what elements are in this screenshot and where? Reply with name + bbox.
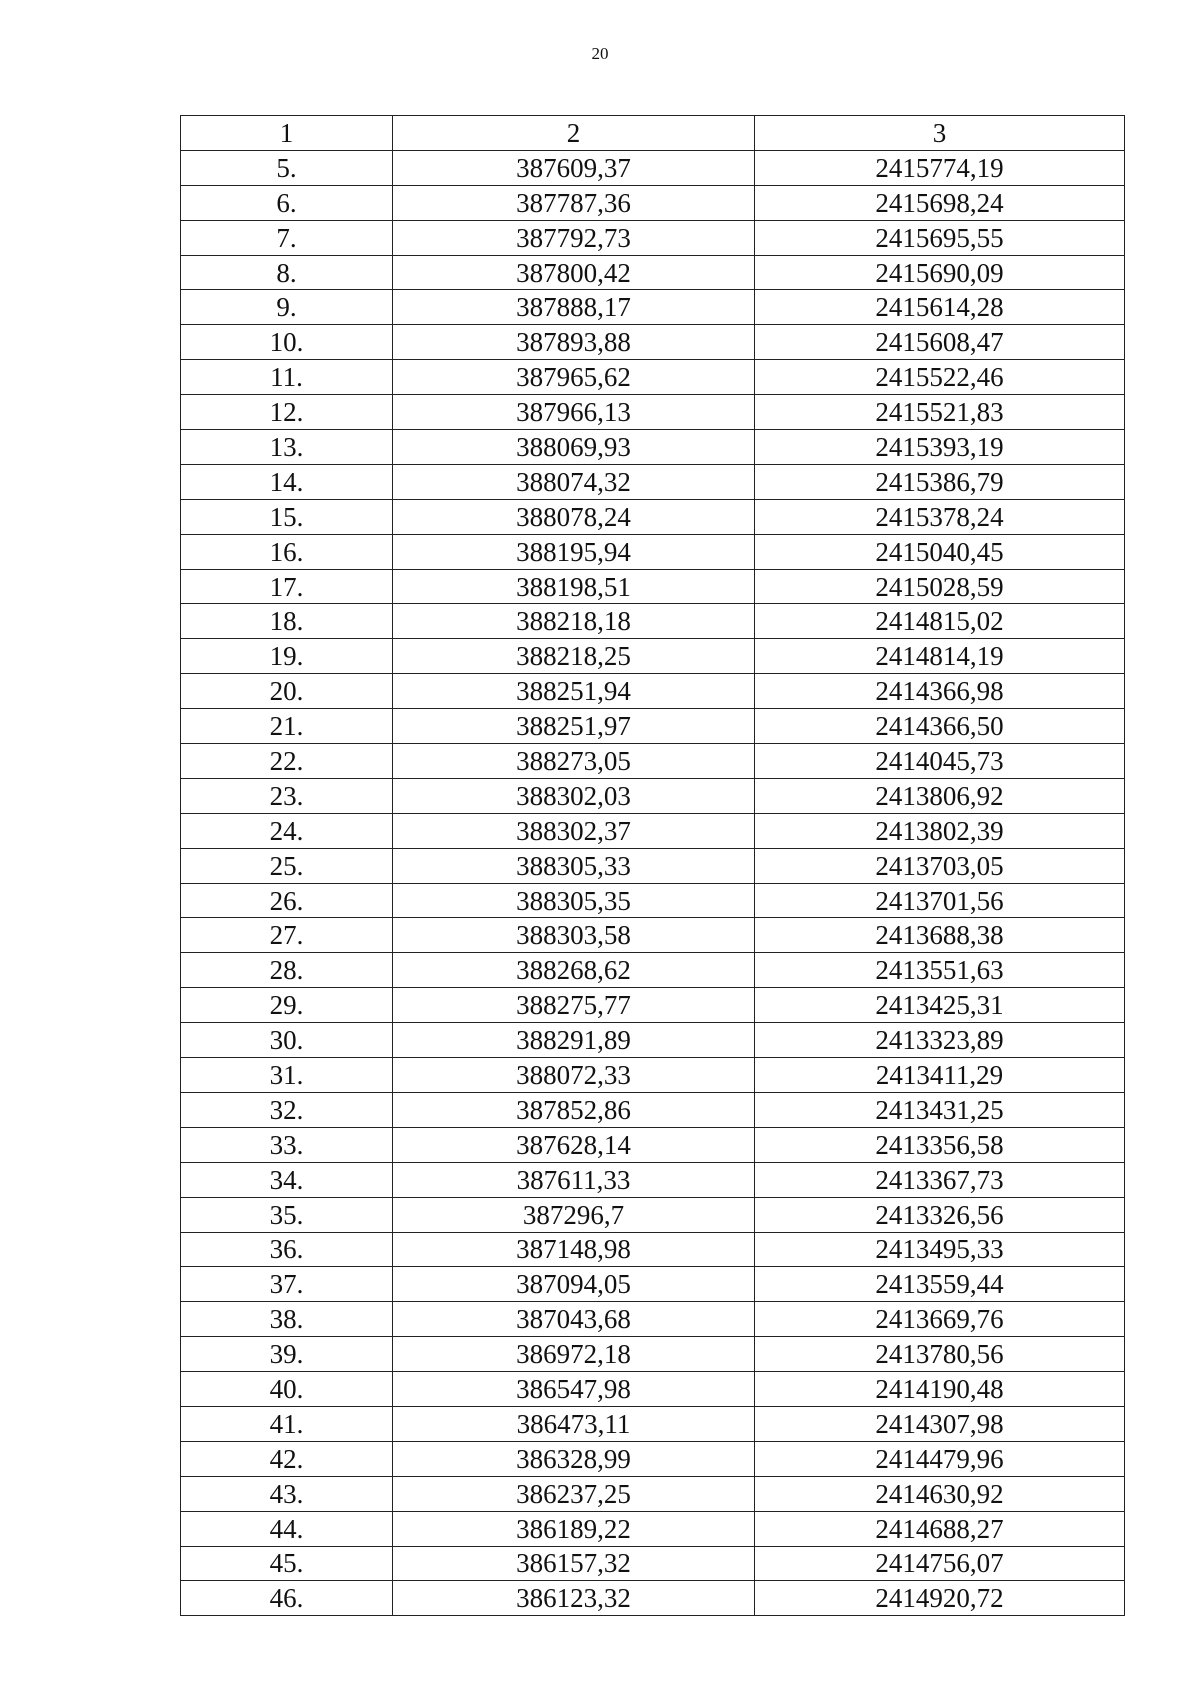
y-coordinate-cell: 2413356,58 — [755, 1127, 1125, 1162]
y-coordinate-cell: 2414307,98 — [755, 1406, 1125, 1441]
y-coordinate-cell: 2413551,63 — [755, 953, 1125, 988]
table-row — [181, 1406, 1125, 1441]
point-number-cell: 23. — [181, 778, 393, 813]
table-row — [181, 744, 1125, 779]
y-coordinate-cell: 2415378,24 — [755, 499, 1125, 534]
x-coordinate-cell: 386972,18 — [393, 1337, 755, 1372]
x-coordinate-cell: 386473,11 — [393, 1406, 755, 1441]
point-number-cell: 6. — [181, 185, 393, 220]
header-cell-col1: 1 — [181, 116, 393, 151]
x-coordinate-cell: 388251,97 — [393, 709, 755, 744]
table-row — [181, 185, 1125, 220]
x-coordinate-cell: 386123,32 — [393, 1581, 755, 1616]
y-coordinate-cell: 2415386,79 — [755, 464, 1125, 499]
x-coordinate-cell: 387787,36 — [393, 185, 755, 220]
point-number-cell: 32. — [181, 1092, 393, 1127]
point-number-cell: 17. — [181, 569, 393, 604]
y-coordinate-cell: 2415614,28 — [755, 290, 1125, 325]
table-row — [181, 1023, 1125, 1058]
y-coordinate-cell: 2413411,29 — [755, 1058, 1125, 1093]
point-number-cell: 44. — [181, 1511, 393, 1546]
point-number-cell: 8. — [181, 255, 393, 290]
y-coordinate-cell: 2413688,38 — [755, 918, 1125, 953]
point-number-cell: 10. — [181, 325, 393, 360]
point-number-cell: 13. — [181, 430, 393, 465]
table-row — [181, 1441, 1125, 1476]
x-coordinate-cell: 388251,94 — [393, 674, 755, 709]
table-row — [181, 778, 1125, 813]
y-coordinate-cell: 2413780,56 — [755, 1337, 1125, 1372]
y-coordinate-cell: 2414688,27 — [755, 1511, 1125, 1546]
point-number-cell: 45. — [181, 1546, 393, 1581]
x-coordinate-cell: 388198,51 — [393, 569, 755, 604]
table-row — [181, 395, 1125, 430]
y-coordinate-cell: 2414814,19 — [755, 639, 1125, 674]
point-number-cell: 19. — [181, 639, 393, 674]
y-coordinate-cell: 2415393,19 — [755, 430, 1125, 465]
y-coordinate-cell: 2415028,59 — [755, 569, 1125, 604]
x-coordinate-cell: 388305,35 — [393, 883, 755, 918]
point-number-cell: 35. — [181, 1197, 393, 1232]
x-coordinate-cell: 388291,89 — [393, 1023, 755, 1058]
x-coordinate-cell: 387611,33 — [393, 1162, 755, 1197]
x-coordinate-cell: 388305,33 — [393, 848, 755, 883]
header-cell-col2: 2 — [393, 116, 755, 151]
page-number: 20 — [591, 44, 609, 63]
x-coordinate-cell: 387609,37 — [393, 150, 755, 185]
y-coordinate-cell: 2414045,73 — [755, 744, 1125, 779]
x-coordinate-cell: 387792,73 — [393, 220, 755, 255]
table-row — [181, 848, 1125, 883]
table-row — [181, 1267, 1125, 1302]
y-coordinate-cell: 2414479,96 — [755, 1441, 1125, 1476]
x-coordinate-cell: 387628,14 — [393, 1127, 755, 1162]
y-coordinate-cell: 2414815,02 — [755, 604, 1125, 639]
table-row — [181, 220, 1125, 255]
x-coordinate-cell: 387800,42 — [393, 255, 755, 290]
table-row — [181, 709, 1125, 744]
table-row — [181, 534, 1125, 569]
table-row — [181, 1476, 1125, 1511]
x-coordinate-cell: 386189,22 — [393, 1511, 755, 1546]
point-number-cell: 37. — [181, 1267, 393, 1302]
y-coordinate-cell: 2415695,55 — [755, 220, 1125, 255]
y-coordinate-cell: 2415521,83 — [755, 395, 1125, 430]
x-coordinate-cell: 387148,98 — [393, 1232, 755, 1267]
point-number-cell: 21. — [181, 709, 393, 744]
x-coordinate-cell: 388069,93 — [393, 430, 755, 465]
point-number-cell: 9. — [181, 290, 393, 325]
point-number-cell: 15. — [181, 499, 393, 534]
y-coordinate-cell: 2413559,44 — [755, 1267, 1125, 1302]
table-row — [181, 988, 1125, 1023]
x-coordinate-cell: 388303,58 — [393, 918, 755, 953]
y-coordinate-cell: 2415690,09 — [755, 255, 1125, 290]
y-coordinate-cell: 2414366,98 — [755, 674, 1125, 709]
point-number-cell: 25. — [181, 848, 393, 883]
x-coordinate-cell: 388072,33 — [393, 1058, 755, 1093]
y-coordinate-cell: 2414756,07 — [755, 1546, 1125, 1581]
point-number-cell: 46. — [181, 1581, 393, 1616]
point-number-cell: 24. — [181, 813, 393, 848]
point-number-cell: 14. — [181, 464, 393, 499]
y-coordinate-cell: 2415522,46 — [755, 360, 1125, 395]
point-number-cell: 5. — [181, 150, 393, 185]
x-coordinate-cell: 387852,86 — [393, 1092, 755, 1127]
table-row — [181, 499, 1125, 534]
point-number-cell: 26. — [181, 883, 393, 918]
x-coordinate-cell: 386547,98 — [393, 1372, 755, 1407]
table-row — [181, 1546, 1125, 1581]
x-coordinate-cell: 388273,05 — [393, 744, 755, 779]
table-row — [181, 1197, 1125, 1232]
y-coordinate-cell: 2414366,50 — [755, 709, 1125, 744]
table-row — [181, 1092, 1125, 1127]
x-coordinate-cell: 388218,18 — [393, 604, 755, 639]
x-coordinate-cell: 387888,17 — [393, 290, 755, 325]
y-coordinate-cell: 2415040,45 — [755, 534, 1125, 569]
coordinates-table-body — [181, 116, 1125, 1616]
x-coordinate-cell: 388074,32 — [393, 464, 755, 499]
x-coordinate-cell: 386237,25 — [393, 1476, 755, 1511]
table-row — [181, 1511, 1125, 1546]
point-number-cell: 42. — [181, 1441, 393, 1476]
x-coordinate-cell: 387965,62 — [393, 360, 755, 395]
point-number-cell: 12. — [181, 395, 393, 430]
table-row — [181, 1058, 1125, 1093]
table-row — [181, 1581, 1125, 1616]
x-coordinate-cell: 388078,24 — [393, 499, 755, 534]
table-row — [181, 639, 1125, 674]
y-coordinate-cell: 2413326,56 — [755, 1197, 1125, 1232]
y-coordinate-cell: 2413425,31 — [755, 988, 1125, 1023]
x-coordinate-cell: 388195,94 — [393, 534, 755, 569]
y-coordinate-cell: 2414630,92 — [755, 1476, 1125, 1511]
point-number-cell: 43. — [181, 1476, 393, 1511]
point-number-cell: 16. — [181, 534, 393, 569]
table-row — [181, 674, 1125, 709]
point-number-cell: 7. — [181, 220, 393, 255]
table-row — [181, 1372, 1125, 1407]
point-number-cell: 34. — [181, 1162, 393, 1197]
table-row — [181, 325, 1125, 360]
table-row — [181, 918, 1125, 953]
y-coordinate-cell: 2413367,73 — [755, 1162, 1125, 1197]
coordinates-table — [180, 115, 1125, 1616]
y-coordinate-cell: 2413701,56 — [755, 883, 1125, 918]
x-coordinate-cell: 388218,25 — [393, 639, 755, 674]
table-row — [181, 604, 1125, 639]
table-row — [181, 290, 1125, 325]
point-number-cell: 40. — [181, 1372, 393, 1407]
x-coordinate-cell: 387094,05 — [393, 1267, 755, 1302]
y-coordinate-cell: 2415698,24 — [755, 185, 1125, 220]
x-coordinate-cell: 387966,13 — [393, 395, 755, 430]
point-number-cell: 18. — [181, 604, 393, 639]
point-number-cell: 27. — [181, 918, 393, 953]
point-number-cell: 39. — [181, 1337, 393, 1372]
x-coordinate-cell: 387043,68 — [393, 1302, 755, 1337]
x-coordinate-cell: 388275,77 — [393, 988, 755, 1023]
point-number-cell: 29. — [181, 988, 393, 1023]
y-coordinate-cell: 2413703,05 — [755, 848, 1125, 883]
y-coordinate-cell: 2413323,89 — [755, 1023, 1125, 1058]
table-header-row — [181, 116, 1125, 151]
table-row — [181, 569, 1125, 604]
point-number-cell: 41. — [181, 1406, 393, 1441]
point-number-cell: 31. — [181, 1058, 393, 1093]
y-coordinate-cell: 2413495,33 — [755, 1232, 1125, 1267]
point-number-cell: 36. — [181, 1232, 393, 1267]
table-row — [181, 883, 1125, 918]
point-number-cell: 11. — [181, 360, 393, 395]
point-number-cell: 22. — [181, 744, 393, 779]
table-row — [181, 1127, 1125, 1162]
point-number-cell: 20. — [181, 674, 393, 709]
y-coordinate-cell: 2415608,47 — [755, 325, 1125, 360]
y-coordinate-cell: 2413802,39 — [755, 813, 1125, 848]
point-number-cell: 38. — [181, 1302, 393, 1337]
point-number-cell: 28. — [181, 953, 393, 988]
table-row — [181, 150, 1125, 185]
table-row — [181, 360, 1125, 395]
y-coordinate-cell: 2413431,25 — [755, 1092, 1125, 1127]
table-row — [181, 813, 1125, 848]
y-coordinate-cell: 2414190,48 — [755, 1372, 1125, 1407]
table-row — [181, 1337, 1125, 1372]
x-coordinate-cell: 387296,7 — [393, 1197, 755, 1232]
point-number-cell: 33. — [181, 1127, 393, 1162]
y-coordinate-cell: 2414920,72 — [755, 1581, 1125, 1616]
table-row — [181, 953, 1125, 988]
x-coordinate-cell: 388302,03 — [393, 778, 755, 813]
table-row — [181, 430, 1125, 465]
x-coordinate-cell: 387893,88 — [393, 325, 755, 360]
table-row — [181, 255, 1125, 290]
header-cell-col3: 3 — [755, 116, 1125, 151]
point-number-cell: 30. — [181, 1023, 393, 1058]
table-row — [181, 1162, 1125, 1197]
x-coordinate-cell: 388268,62 — [393, 953, 755, 988]
table-row — [181, 1232, 1125, 1267]
table-row — [181, 464, 1125, 499]
x-coordinate-cell: 386328,99 — [393, 1441, 755, 1476]
x-coordinate-cell: 386157,32 — [393, 1546, 755, 1581]
table-row — [181, 1302, 1125, 1337]
x-coordinate-cell: 388302,37 — [393, 813, 755, 848]
y-coordinate-cell: 2413669,76 — [755, 1302, 1125, 1337]
y-coordinate-cell: 2413806,92 — [755, 778, 1125, 813]
y-coordinate-cell: 2415774,19 — [755, 150, 1125, 185]
